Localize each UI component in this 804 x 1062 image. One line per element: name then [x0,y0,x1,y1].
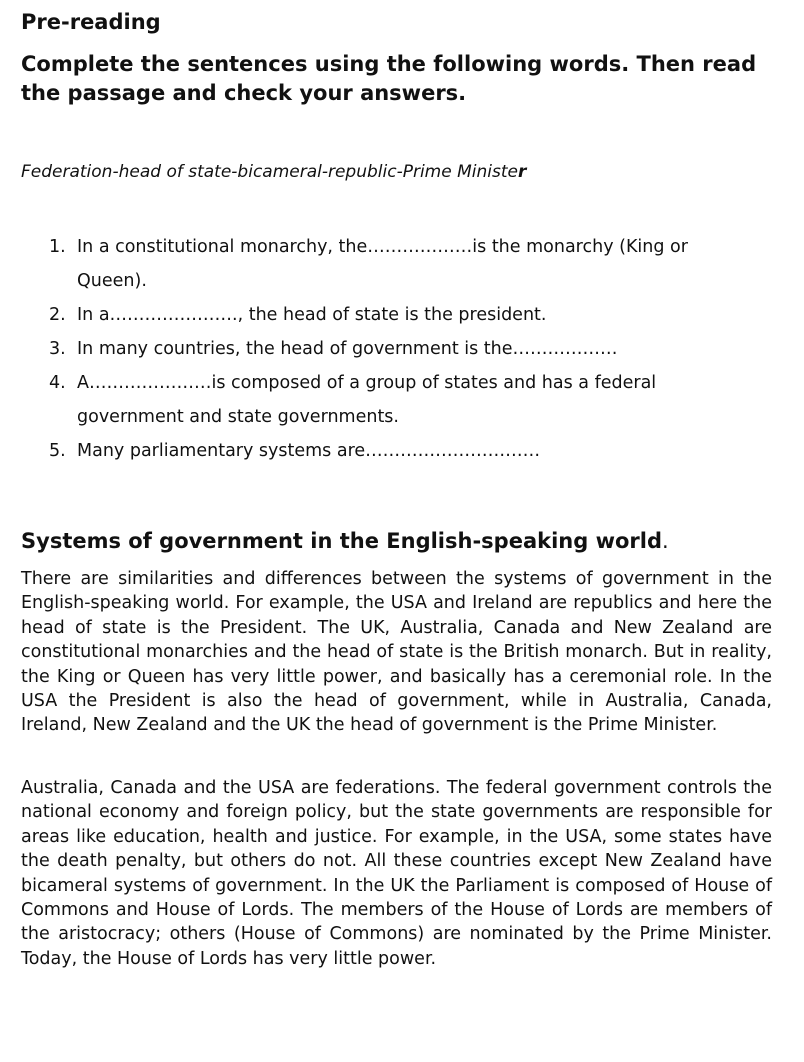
pre-reading-title: Pre-reading [21,10,161,34]
exercise-item [21,332,773,366]
item-text: In a constitutional monarchy, the………………is the monarchy (King or Queen). [77,237,688,291]
passage-paragraph-1: There are similarities and differences between the systems of government in the English-speaking world. For example, the USA and Ireland are republics and here the head of state is the President. The UK, Australia, Canada and New Zealand are constitutional monarchies and the head of state is the British monarch. But in reality, the King or Queen has very little power, and basically has a ceremonial role. In the USA the President is also the head of government, while in Australia, Canada, Ireland, New Zealand and the UK the head of government is the Prime Minister. [21,569,772,736]
item-number: 3 . [49,332,66,366]
exercise-instruction: Complete the sentences using the following words. Then read the passage and check your answers. [21,52,757,105]
item-number: 1 . [49,230,66,264]
word-bank-text: Federation-head of state-bicameral-republic-Prime Ministe [21,162,518,182]
item-number: 4 . [49,366,66,400]
passage-heading [21,527,669,555]
passage-heading-period: . [662,529,669,553]
passage-heading-text: Systems of government in the English-speaking world [21,529,662,553]
exercise-item [21,366,773,434]
item-text: Many parliamentary systems are………………………… [77,441,541,461]
exercise-item [21,298,773,332]
exercise-item [21,230,773,298]
exercise-item [21,434,773,468]
item-text: In many countries, the head of government is the……………… [77,339,618,359]
item-text: A…………………is composed of a group of states and has a federal government and state governments. [77,373,657,427]
item-number: 2 . [49,298,66,332]
item-text: In a…………………., the head of state is the president. [77,305,547,325]
word-bank-last-letter: r [517,162,527,182]
word-bank [21,160,526,184]
passage-paragraph-2: Australia, Canada and the USA are federations. The federal government controls the national economy and foreign policy, but the state governments are responsible for areas like education, health and justice. For example, in the USA, some states have the death penalty, but others do not. All these countries except New Zealand have bicameral systems of government. In the UK the Parliament is composed of House of Commons and House of Lords. The members of the House of Lords are members of the aristocracy; others (House of Commons) are nominated by the Prime Minister. Today, the House of Lords has very little power. [21,778,772,969]
item-number: 5 . [49,434,66,468]
exercise-list [21,230,773,468]
